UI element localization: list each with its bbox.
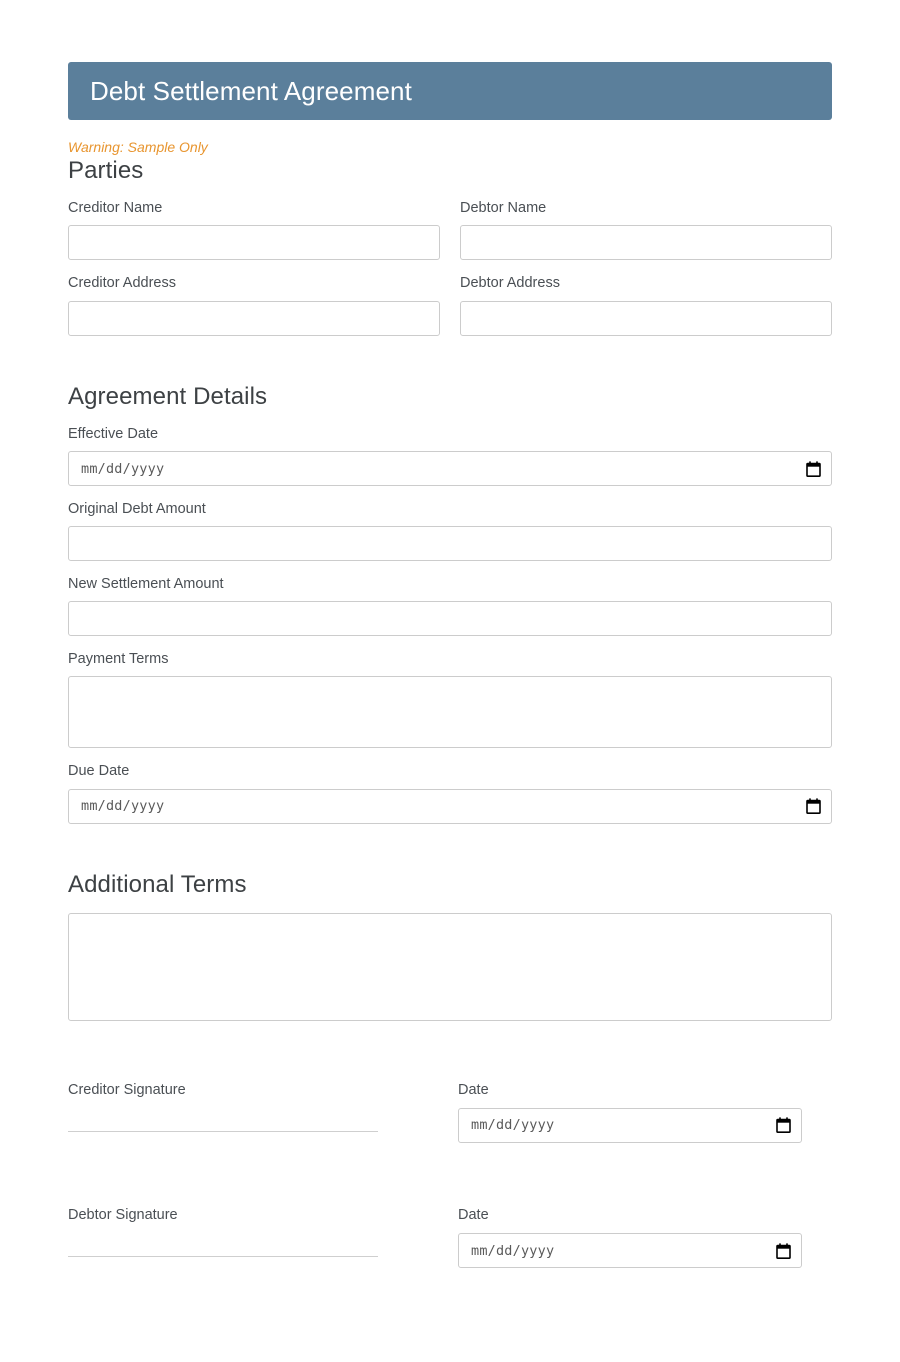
debtor-date-placeholder: mm/dd/yyyy xyxy=(471,1242,555,1259)
calendar-picker-icon[interactable] xyxy=(776,1117,791,1133)
parties-address-row xyxy=(68,260,832,335)
field-creditor-name xyxy=(68,199,440,260)
original-debt-amount-input[interactable] xyxy=(68,526,832,561)
creditor-signature-group xyxy=(68,1081,458,1132)
label-debtor-date: Date xyxy=(458,1206,489,1223)
label-creditor-address: Creditor Address xyxy=(68,275,176,292)
field-debtor-name xyxy=(460,199,832,260)
debtor-address-input[interactable] xyxy=(460,301,832,336)
creditor-date-placeholder: mm/dd/yyyy xyxy=(471,1117,555,1134)
field-original-debt-amount xyxy=(68,500,832,561)
effective-date-placeholder: mm/dd/yyyy xyxy=(81,460,165,477)
label-creditor-name: Creditor Name xyxy=(68,200,163,217)
label-effective-date: Effective Date xyxy=(68,425,159,442)
debtor-date-field xyxy=(458,1233,802,1268)
label-due-date: Due Date xyxy=(68,763,130,780)
creditor-address-input[interactable] xyxy=(68,301,440,336)
field-additional-terms xyxy=(68,913,832,1021)
signature-row-debtor xyxy=(68,1206,832,1268)
label-original-debt-amount: Original Debt Amount xyxy=(68,501,206,517)
creditor-signature-line[interactable] xyxy=(68,1131,378,1132)
additional-terms-textarea[interactable] xyxy=(68,913,832,1021)
parties-name-row xyxy=(68,185,832,260)
creditor-date-input[interactable] xyxy=(458,1108,802,1143)
creditor-date-group xyxy=(458,1081,802,1143)
field-effective-date xyxy=(68,425,832,486)
label-debtor-name: Debtor Name xyxy=(460,200,547,217)
debtor-date-group xyxy=(458,1206,802,1268)
label-new-settlement-amount: New Settlement Amount xyxy=(68,576,224,593)
field-payment-terms xyxy=(68,650,832,748)
label-debtor-address: Debtor Address xyxy=(460,275,560,292)
label-payment-terms: Payment Terms xyxy=(68,651,169,668)
debtor-signature-group xyxy=(68,1206,458,1257)
label-debtor-signature: Debtor Signature xyxy=(68,1206,178,1223)
section-heading-agreement-details: Agreement Details xyxy=(68,382,268,410)
field-due-date xyxy=(68,762,832,823)
calendar-picker-icon[interactable] xyxy=(806,461,821,477)
signature-block xyxy=(68,1081,832,1268)
label-creditor-signature: Creditor Signature xyxy=(68,1081,186,1098)
calendar-picker-icon[interactable] xyxy=(776,1243,791,1259)
document-header-banner xyxy=(68,62,832,120)
due-date-input[interactable] xyxy=(68,789,832,824)
effective-date-input[interactable] xyxy=(68,451,832,486)
section-heading-additional-terms: Additional Terms xyxy=(68,870,247,898)
new-settlement-amount-input[interactable] xyxy=(68,601,832,636)
sample-only-warning: Warning: Sample Only xyxy=(68,139,208,155)
calendar-picker-icon[interactable] xyxy=(806,798,821,814)
creditor-name-input[interactable] xyxy=(68,225,440,260)
document-page xyxy=(0,62,900,1268)
creditor-date-field xyxy=(458,1108,802,1143)
page-title: Debt Settlement Agreement xyxy=(90,76,412,106)
payment-terms-textarea[interactable] xyxy=(68,676,832,748)
field-creditor-address xyxy=(68,274,440,335)
label-creditor-date: Date xyxy=(458,1081,489,1098)
debtor-date-input[interactable] xyxy=(458,1233,802,1268)
field-debtor-address xyxy=(460,274,832,335)
section-heading-parties: Parties xyxy=(68,157,144,185)
debtor-signature-line[interactable] xyxy=(68,1256,378,1257)
signature-row-creditor xyxy=(68,1081,832,1143)
debtor-name-input[interactable] xyxy=(460,225,832,260)
document-content xyxy=(68,62,832,1268)
field-new-settlement-amount xyxy=(68,575,832,636)
due-date-placeholder: mm/dd/yyyy xyxy=(81,798,165,814)
